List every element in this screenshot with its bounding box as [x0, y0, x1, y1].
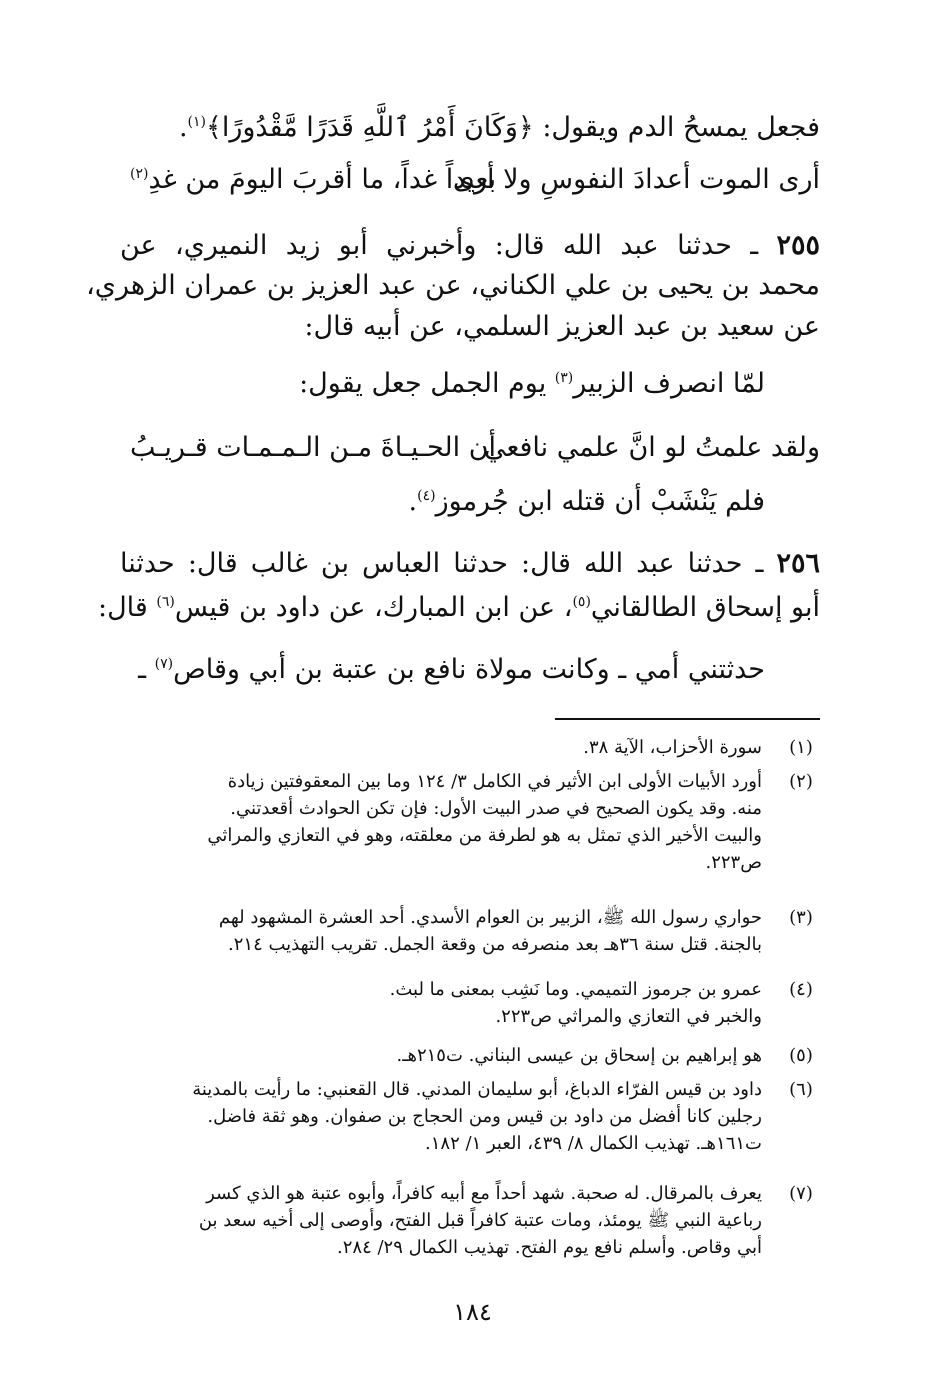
text-segment: أبو إسحاق الطالقاني [590, 592, 820, 623]
footnote-text [120, 976, 762, 1030]
footnote-ref: (٤) [417, 488, 436, 504]
footnote-ref: (١) [187, 114, 206, 130]
text-segment: ، عن ابن المبارك، عن داود بن قيس [174, 592, 573, 623]
footnote-line: ص٢٢٣. [705, 852, 762, 873]
paragraph-255-line: عن سعيد بن عبد العزيز السلمي، عن أبيه قال: [304, 311, 820, 342]
text-segment: لمّا انصرف الزبير [573, 368, 765, 399]
footnote-number: (٣) [789, 907, 813, 928]
footnote-1 [120, 734, 820, 761]
footnote-6 [120, 1076, 820, 1157]
footnote-number: (٧) [789, 1183, 813, 1204]
quran-verse: فجعل يمسحُ الدم ويقول: ﴿وَكَانَ أَمْرُ ٱللَّهِ قَدَرًا مَّقْدُورًا﴾ [206, 112, 820, 143]
footnote-line: سورة الأحزاب، الآية ٣٨. [583, 737, 762, 758]
paragraph-256-line [120, 544, 820, 584]
text-line [120, 108, 820, 148]
paragraph-256-line [120, 650, 765, 690]
paragraph-255-line [120, 364, 765, 404]
narration-number: ٢٥٥ [776, 230, 820, 261]
footnote-line: عمرو بن جرموز التميمي. وما نَشِب بمعنى ما لبث. [389, 979, 762, 1000]
footnote-ref: (٣) [554, 370, 574, 386]
verse-hemistich-right: أرى الموت أعدادَ النفوسِ ولا أرى [452, 164, 820, 195]
narration-number: ٢٥٦ [776, 548, 820, 579]
footnote-line: ت١٦١هـ. تهذيب الكمال ٨/ ٤٣٩، العبر ١/ ١٨٢. [425, 1133, 762, 1154]
footnote-number: (٥) [789, 1045, 813, 1066]
paragraph-255-line [120, 482, 765, 522]
footnote-line: يعرف بالمرقال. له صحبة. شهد أحداً مع أبيه كافراً، وأبوه عتبة هو الذي كسر [206, 1183, 762, 1204]
text-segment: حدثتني أمي ـ وكانت مولاة نافع بن عتبة بن أبي وقاص [173, 654, 765, 685]
footnote-4 [120, 976, 820, 1030]
verse-hemistich-left: أن الحـيـاةَ مـن الـمـمـات قـريـبُ [130, 432, 497, 463]
footnote-number: (١) [789, 737, 813, 758]
punctuation: . [408, 486, 418, 517]
text-segment: ـ حدثنا عبد الله قال: وأخبرني أبو زيد النميري، عن [120, 230, 759, 261]
paragraph-255-line [120, 226, 820, 266]
footnote-number: (٦) [789, 1079, 813, 1100]
footnote-number: (٢) [789, 771, 813, 792]
text-segment: فلم يَنْشَبْ أن قتله ابن جُرموز [435, 486, 765, 517]
footnote-line: بالجنة. قتل سنة ٣٦هـ بعد منصرفه من وقعة الجمل. تقريب التهذيب ٢١٤. [228, 934, 762, 955]
paragraph-256-line [97, 588, 820, 628]
footnote-line: أورد الأبيات الأولى ابن الأثير في الكامل ٣/ ١٢٤ وما بين المعقوفتين زيادة [227, 771, 762, 792]
footnote-line: والخبر في التعازي والمراثي ص٢٢٣. [495, 1006, 762, 1027]
footnote-line: أبي وقاص. وأسلم نافع يوم الفتح. تهذيب الكمال ٢٩/ ٢٨٤. [337, 1237, 762, 1258]
punctuation: . [178, 112, 188, 143]
footnote-line: والبيت الأخير الذي تمثل به هو لطرفة من معلقته، وهو في التعازي والمراثي [207, 825, 762, 846]
footnote-5 [120, 1042, 820, 1069]
text-segment: قال: [97, 592, 148, 623]
footnote-text [120, 1042, 762, 1069]
footnote-7 [120, 1180, 820, 1261]
footnote-line: رجلين كانا أفضل من داود بن قيس ومن الحجاج بن صفوان. وهو ثقة فاضل. [207, 1106, 762, 1127]
punctuation: ـ [138, 654, 147, 685]
footnote-text [120, 734, 762, 761]
footnote-ref: (٢) [130, 166, 149, 182]
footnote-line: رباعية النبي ﷺ يومئذ، ومات عتبة كافراً قبل الفتح، وأوصى إلى أخيه سعد بن [198, 1210, 762, 1231]
footnote-line: منه. وقد يكون الصحيح في صدر البيت الأول: فإن تكن الحوادث أقعدتني. [230, 798, 762, 819]
footnote-3 [120, 904, 820, 958]
footnote-text [120, 768, 762, 876]
verse-hemistich-left [130, 160, 496, 200]
footnote-text [120, 904, 762, 958]
footnote-line: هو إبراهيم بن إسحاق بن عيسى البناني. ت٢١٥هـ. [396, 1045, 762, 1066]
footnote-text [120, 1180, 762, 1261]
footnote-number: (٤) [789, 979, 813, 1000]
footnote-ref: (٦) [156, 594, 175, 610]
footnote-separator [555, 718, 820, 720]
footnote-2 [120, 768, 820, 876]
footnote-ref: (٥) [572, 594, 591, 610]
page-number: ١٨٤ [453, 1298, 492, 1326]
verse-text: بعيداً غداً، ما أقربَ اليومَ من غدِ [148, 164, 497, 195]
footnote-line: داود بن قيس الفرّاء الدباغ، أبو سليمان المدني. قال القعنبي: ما رأيت بالمدينة [192, 1079, 762, 1100]
footnote-ref: (٧) [154, 656, 174, 672]
footnote-line: حواري رسول الله ﷺ، الزبير بن العوام الأسدي. أحد العشرة المشهود لهم [218, 907, 762, 928]
text-segment: ـ حدثنا عبد الله قال: حدثنا العباس بن غالب قال: حدثنا [120, 548, 764, 579]
footnote-text [120, 1076, 762, 1157]
text-segment: يوم الجمل جعل يقول: [299, 368, 547, 399]
verse-hemistich-right: ولقد علمتُ لو انَّ علمي نافعي [483, 432, 820, 463]
paragraph-255-line: محمد بن يحيى بن علي الكناني، عن عبد العزيز بن عمران الزهري، [86, 270, 820, 301]
